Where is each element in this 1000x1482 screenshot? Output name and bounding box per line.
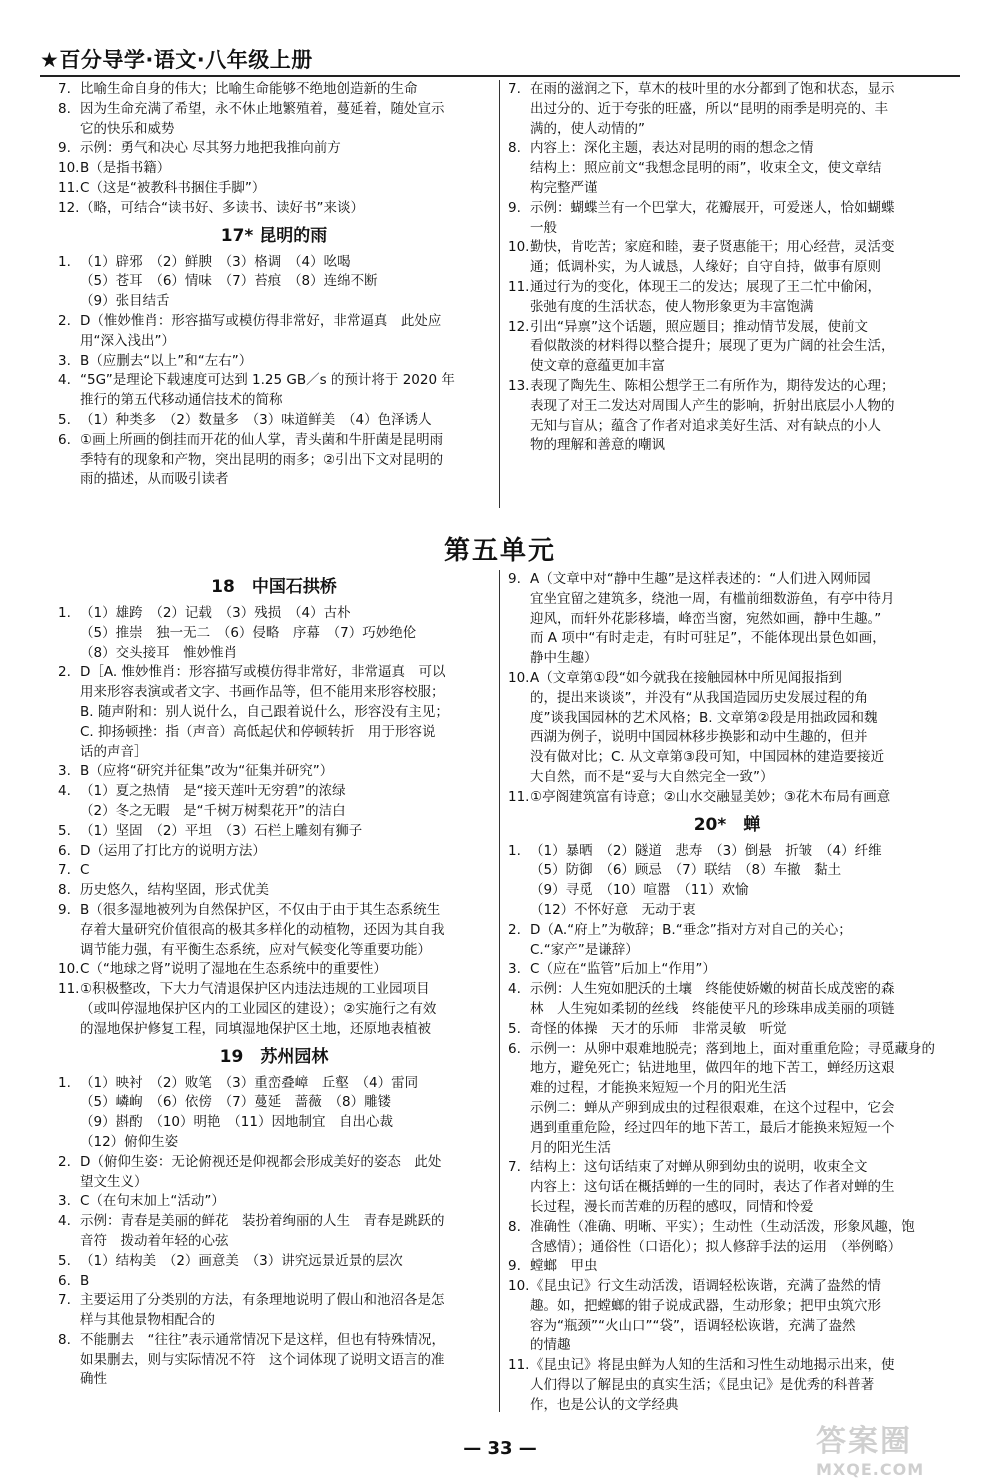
answer-text-line: （1）结构美 （2）画意美 （3）讲究远景近景的层次 bbox=[80, 1252, 403, 1269]
answer-text-line: 《昆虫记》将昆虫鲜为人知的生活和习性生动地揭示出来，使 bbox=[530, 1357, 895, 1374]
answer-text-line: （略，可结合“读书好、多读书、读好书”来谈） bbox=[80, 199, 364, 216]
answer-text-line: （5）苍耳 （6）情味 （7）苔痕 （8）连绵不断 bbox=[80, 273, 378, 290]
answer-text-line: （或叫停湿地保护区内的工业园区的建设）；②实施行之有效 bbox=[80, 1000, 437, 1017]
answer-item bbox=[58, 1192, 490, 1212]
answer-text-line: A（文章中对“静中生趣”是这样表述的：“人们进入网师园 bbox=[530, 571, 871, 587]
answer-item bbox=[508, 1257, 946, 1277]
answer-item bbox=[58, 80, 490, 100]
answer-text-line: 地方，避免死亡；钻进地里，做四年的地下苦工，蝉经历这艰 bbox=[530, 1060, 895, 1077]
answer-text-line: 不能删去 “往往”表示通常情况下是这样，但也有特殊情况， bbox=[80, 1331, 445, 1348]
answer-text-line: 调节能力强，有平衡生态系统，应对气候变化等重要功能） bbox=[80, 941, 431, 958]
answer-text-line: 人们得以了解昆虫的真实生活；《昆虫记》是优秀的科普著 bbox=[530, 1377, 875, 1394]
answer-number: 1. bbox=[508, 842, 521, 859]
answer-item bbox=[58, 253, 490, 312]
answer-text-line: 话的声音］ bbox=[80, 743, 148, 760]
header-rule bbox=[40, 75, 960, 77]
answer-item bbox=[58, 1291, 490, 1331]
answer-text-line: 大自然，而不是“妥与大自然完全一致”） bbox=[530, 768, 774, 785]
answer-text-line: C（这是“被教科书捆住手脚”） bbox=[80, 179, 266, 196]
answer-item bbox=[58, 822, 490, 842]
answer-text-line: （1）坚固 （2）平坦 （3）石栏上雕刻有狮子 bbox=[80, 822, 363, 839]
answer-number: 7. bbox=[58, 1292, 71, 1309]
answer-item bbox=[58, 312, 490, 352]
answer-text-line: B（应将“研究并征集”改为“征集并研究”） bbox=[80, 763, 334, 780]
column-divider-bottom bbox=[499, 570, 500, 1412]
answer-text-line: C bbox=[80, 862, 90, 879]
answer-text-line: （1）种类多 （2）数量多 （3）味道鲜美 （4）色泽诱人 bbox=[80, 411, 432, 428]
answer-text-line: 主要运用了分类别的方法，有条理地说明了假山和池沼各是怎 bbox=[80, 1292, 445, 1309]
answer-number: 4. bbox=[58, 783, 71, 800]
answer-text-line: （9）寻觅 （10）喧嚣 （11）欢愉 bbox=[530, 882, 749, 899]
answer-number: 8. bbox=[508, 1218, 521, 1235]
answer-number: 8. bbox=[58, 882, 71, 899]
page-number: — 33 — bbox=[463, 1438, 537, 1459]
answer-text-line: “5G”是理论下载速度可达到 1.25 GB／s 的预计将于 2020 年 bbox=[80, 372, 455, 389]
answer-text-line: 通过行为的变化，体现王二的发达；展现了王二忙中偷闲， bbox=[530, 278, 881, 295]
section-title: 20* 蝉 bbox=[693, 814, 761, 835]
answer-number: 3. bbox=[58, 352, 71, 369]
answer-text-line: 静中生趣） bbox=[530, 650, 598, 667]
answer-item bbox=[508, 1218, 946, 1258]
column-top-right bbox=[508, 80, 946, 456]
answer-number: 12. bbox=[508, 318, 530, 335]
column-top-left bbox=[58, 80, 490, 490]
answer-number: 5. bbox=[58, 1252, 71, 1269]
answer-text-line: 引出“异禀”这个话题，照应题目；推动情节发展，使前文 bbox=[530, 318, 868, 335]
answer-text-line: 季特有的现象和产物，突出昆明的雨多；②引出下文对昆明的 bbox=[80, 451, 444, 468]
answer-text-line: 满的，使人动情的” bbox=[530, 120, 645, 137]
answer-text-line: 作，也是公认的文学经典 bbox=[530, 1396, 679, 1413]
answer-item bbox=[58, 1212, 490, 1252]
answer-item bbox=[58, 782, 490, 822]
answer-text-line: 因为生命充满了希望，永不休止地繁殖着，蔓延着，随处宣示 bbox=[80, 100, 445, 117]
answer-text-line: A（文章第①段“如今就我在接触园林中所见闻报指到 bbox=[530, 669, 842, 686]
answer-item bbox=[508, 960, 946, 980]
answer-item bbox=[58, 371, 490, 411]
answer-number: 3. bbox=[58, 1193, 71, 1210]
answer-item bbox=[58, 352, 490, 372]
answer-item bbox=[58, 1153, 490, 1193]
answer-number: 9. bbox=[58, 140, 71, 157]
answer-number: 7. bbox=[508, 1159, 521, 1176]
answer-text-line: 物的理解和善意的嘲讽 bbox=[530, 437, 665, 454]
column-bottom-left bbox=[58, 570, 490, 1390]
answer-item bbox=[508, 1277, 946, 1356]
answer-item bbox=[58, 431, 490, 490]
answer-text-line: 确性 bbox=[80, 1371, 107, 1388]
answer-text-line: 通；低调朴实，为人诚恳，人缘好；自守自持，做事有原则 bbox=[530, 259, 881, 276]
answer-text-line: C（在句末加上“活动”） bbox=[80, 1193, 225, 1210]
answer-text-line: C.“家产”是谦辞） bbox=[530, 941, 639, 958]
answer-item bbox=[58, 411, 490, 431]
answer-item bbox=[58, 901, 490, 960]
watermark-logo bbox=[816, 1416, 966, 1479]
answer-number: 8. bbox=[58, 100, 71, 117]
answer-item bbox=[508, 921, 946, 961]
answer-text-line: B（应删去“以上”和“左右”） bbox=[80, 352, 253, 369]
answer-text-line: 含感情）；通俗性（口语化）；拟人修辞手法的运用 （举例略） bbox=[530, 1238, 902, 1255]
answer-text-line: 望文生义） bbox=[80, 1173, 148, 1190]
answer-text-line: 表现了陶先生、陈相公想学王二有所作为，期待发达的心理； bbox=[530, 377, 895, 394]
answer-text-line: B（是指书籍） bbox=[80, 160, 171, 177]
answer-text-line: 容为“瓶颈”“火山口”“袋”，语调轻松诙谐，充满了盎然 bbox=[530, 1317, 856, 1334]
answer-text-line: 趣。如，把螳螂的钳子说成武器，生动形象；把甲虫筑穴形 bbox=[530, 1297, 881, 1314]
answer-text-line: D（运用了打比方的说明方法） bbox=[80, 842, 266, 859]
answer-text-line: （5）防御 （6）顾忌 （7）联结 （8）车撤 黏土 bbox=[530, 862, 842, 879]
answer-text-line: （1）夏之热情 是“接天莲叶无穷碧”的浓绿 bbox=[80, 783, 346, 800]
answer-text-line: （2）冬之无暇 是“千树万树梨花开”的洁白 bbox=[80, 802, 346, 819]
answer-number: 10. bbox=[508, 669, 530, 686]
answer-text-line: 雨的描述，从而吸引读者 bbox=[80, 471, 229, 488]
answer-text-line: 如果删去，则与实际情况不符 这个词体现了说明文语言的准 bbox=[80, 1351, 445, 1368]
answer-number: 11. bbox=[58, 981, 80, 998]
answer-text-line: 准确性（准确、明晰、平实）；生动性（生动活泼，形象风趣，饱 bbox=[530, 1218, 915, 1235]
answer-text-line: 没有做对比；C. 从文章第③段可知，中国园林的建造要接近 bbox=[530, 749, 885, 766]
answer-number: 5. bbox=[58, 411, 71, 428]
answer-number: 6. bbox=[58, 1272, 71, 1289]
column-divider-top bbox=[499, 80, 500, 508]
answer-number: 9. bbox=[508, 1258, 521, 1275]
answer-text-line: 表现了对王二发达对周围人产生的影响，折射出底层小人物的 bbox=[530, 397, 895, 414]
answer-text-line: 勤快，肯吃苦；家庭和睦，妻子贤惠能干；用心经营，灵活变 bbox=[530, 239, 895, 256]
answer-number: 4. bbox=[58, 372, 71, 389]
answer-text-line: 样与其他景物相配合的 bbox=[80, 1312, 215, 1329]
answer-text-line: 示例一：从卵中艰难地脱壳；落到地上，面对重重危险；寻觅藏身的 bbox=[530, 1040, 935, 1057]
answer-number: 1. bbox=[58, 1074, 71, 1091]
answer-item bbox=[508, 1356, 946, 1415]
answer-number: 5. bbox=[58, 822, 71, 839]
answer-text-line: （5）嶙峋 （6）依傍 （7）蔓延 蔷薇 （8）雕镂 bbox=[80, 1094, 392, 1111]
answer-text-line: （8）交头接耳 惟妙惟肖 bbox=[80, 644, 238, 661]
answer-item bbox=[58, 762, 490, 782]
answer-text-line: 难的过程，才能换来短短一个月的阳光生活 bbox=[530, 1080, 787, 1097]
answer-item bbox=[508, 238, 946, 278]
answer-text-line: B. 随声附和：别人说什么，自己跟着说什么，形容没有主见； bbox=[80, 703, 449, 720]
answer-item bbox=[58, 604, 490, 663]
answer-number: 6. bbox=[58, 431, 71, 448]
answer-number: 11. bbox=[508, 1357, 530, 1374]
answer-text-line: （1）映衬 （2）败笔 （3）重峦叠嶂 丘壑 （4）雷同 bbox=[80, 1074, 419, 1091]
answer-text-line: 比喻生命自身的伟大；比喻生命能够不绝地创造新的生命 bbox=[80, 81, 418, 97]
answer-item bbox=[508, 1020, 946, 1040]
answer-number: 10. bbox=[58, 160, 80, 177]
answer-number: 9. bbox=[508, 571, 521, 587]
answer-text-line: 月的阳光生活 bbox=[530, 1139, 611, 1156]
answer-text-line: 使文章的意蕴更加丰富 bbox=[530, 358, 665, 375]
answer-item bbox=[58, 139, 490, 159]
answer-text-line: 西湖为例子，说明中国园林移步换影和动中生趣的，但并 bbox=[530, 729, 868, 746]
answer-number: 9. bbox=[58, 901, 71, 918]
answer-number: 1. bbox=[58, 605, 71, 621]
answer-item bbox=[58, 881, 490, 901]
answer-item bbox=[58, 663, 490, 762]
answer-item bbox=[58, 159, 490, 179]
answer-number: 11. bbox=[58, 179, 80, 196]
answer-item bbox=[58, 179, 490, 199]
answer-text-line: （9）斟酌 （10）明艳 （11）因地制宜 自出心裁 bbox=[80, 1114, 393, 1131]
answer-item bbox=[508, 139, 946, 198]
answer-text-line: 内容上：这句话在概括蝉的一生的同时，表达了作者对蝉的生 bbox=[530, 1179, 895, 1196]
answer-number: 11. bbox=[508, 278, 530, 295]
answer-text-line: 在雨的滋润之下，草木的枝叶里的水分都到了饱和状态，显示 bbox=[530, 81, 895, 97]
answer-text-line: （12）不怀好意 无动于衷 bbox=[530, 901, 696, 918]
answer-text-line: 示例：人生宛如肥沃的土壤 终能使娇嫩的树苗长成茂密的森 bbox=[530, 981, 895, 998]
answer-number: 10. bbox=[58, 961, 80, 978]
answer-number: 2. bbox=[58, 664, 71, 681]
answer-item bbox=[58, 199, 490, 219]
answer-item bbox=[58, 861, 490, 881]
answer-number: 2. bbox=[58, 312, 71, 329]
answer-item bbox=[58, 1074, 490, 1153]
answer-item bbox=[508, 377, 946, 456]
answer-item bbox=[508, 669, 946, 788]
answer-text-line: 张弛有度的生活状态，使人物形象更为丰富饱满 bbox=[530, 298, 814, 315]
answer-text-line: 结构上：这句话结束了对蝉从卵到幼虫的说明，收束全文 bbox=[530, 1159, 868, 1176]
answer-item bbox=[58, 960, 490, 980]
answer-text-line: 而 A 项中“有时走走，有时可驻足”，不能体现出景色如画， bbox=[530, 630, 886, 647]
answer-number: 7. bbox=[508, 81, 521, 97]
answer-text-line: （9）张目结舌 bbox=[80, 293, 170, 310]
answer-text-line: 推行的第五代移动通信技术的简称 bbox=[80, 392, 283, 409]
answer-text-line: 出过分的、近于夸张的旺盛，所以“昆明的雨季是明亮的、丰 bbox=[530, 100, 888, 117]
answer-text-line: 度”谈我国园林的艺术风格；B. 文章第②段是用拙政园和魏 bbox=[530, 709, 878, 726]
answer-item bbox=[508, 980, 946, 1020]
answer-text-line: B（很多湿地被列为自然保护区，不仅由于由于其生态系统生 bbox=[80, 901, 441, 918]
answer-text-line: 的情趣 bbox=[530, 1337, 571, 1354]
answer-text-line: 历史悠久，结构坚固，形式优美 bbox=[80, 882, 269, 899]
answer-number: 10. bbox=[508, 1278, 530, 1295]
answer-number: 11. bbox=[508, 788, 530, 805]
page-header-title: ★百分导学·语文·八年级上册 bbox=[40, 48, 313, 72]
answer-text-line: D（惟妙惟肖：形容描写或模仿得非常好，非常逼真 此处应 bbox=[80, 312, 442, 329]
watermark-site: MXQE.COM bbox=[816, 1460, 925, 1479]
answer-text-line: C（应在“监管”后加上“作用”） bbox=[530, 961, 716, 978]
answer-item bbox=[58, 1272, 490, 1292]
answer-text-line: 用“深入浅出”） bbox=[80, 332, 175, 349]
answer-number: 4. bbox=[508, 981, 521, 998]
answer-number: 3. bbox=[58, 763, 71, 780]
answer-text-line: 示例：勇气和决心 尽其努力地把我推向前方 bbox=[80, 140, 341, 157]
answer-number: 2. bbox=[58, 1153, 71, 1170]
answer-item bbox=[58, 980, 490, 1039]
answer-text-line: 结构上：照应前文“我想念昆明的雨”，收束全文，使文章结 bbox=[530, 160, 882, 177]
answer-text-line: ①亭阁建筑富有诗意；②山水交融显美妙；③花木布局有画意 bbox=[530, 788, 891, 805]
answer-text-line: （1）雄跨 （2）记载 （3）残损 （4）古朴 bbox=[80, 605, 351, 621]
answer-number: 1. bbox=[58, 253, 71, 270]
unit-title: 第五单元 bbox=[443, 536, 556, 566]
answer-item bbox=[508, 788, 946, 808]
answer-number: 13. bbox=[508, 377, 530, 394]
answer-text-line: （1）暴晒 （2）隧道 悲寿 （3）倒悬 折皱 （4）纤维 bbox=[530, 842, 882, 859]
answer-text-line: ①积极整改，下大力气清退保护区内违法违规的工业园项目 bbox=[80, 981, 430, 998]
answer-number: 6. bbox=[58, 842, 71, 859]
answer-text-line: 存着大量研究价值很高的极其多样化的动植物，还因为其自我 bbox=[80, 921, 445, 938]
answer-item bbox=[508, 318, 946, 377]
answer-text-line: 遇到重重危险，经过四年的地下苦工，最后才能换来短短一个 bbox=[530, 1119, 895, 1136]
section-title: 17* 昆明的雨 bbox=[220, 225, 328, 246]
answer-text-line: 看似散淡的材料得以整合提升；展现了更为广阔的社会生活， bbox=[530, 338, 895, 355]
answer-text-line: （1）辟邪 （2）鲜腴 （3）格调 （4）吆喝 bbox=[80, 253, 351, 270]
answer-text-line: D［A. 惟妙惟肖：形容描写或模仿得非常好，非常逼真 可以 bbox=[80, 664, 446, 681]
answer-item bbox=[58, 1252, 490, 1272]
answer-text-line: 示例：青春是美丽的鲜花 装扮着绚丽的人生 青春是跳跃的 bbox=[80, 1213, 445, 1230]
answer-text-line: 螳螂 甲虫 bbox=[530, 1258, 598, 1275]
answer-number: 8. bbox=[508, 140, 521, 157]
answer-text-line: C（“地球之肾”说明了湿地在生态系统中的重要性） bbox=[80, 961, 387, 978]
answer-text-line: D（俯仰生姿：无论俯视还是仰视都会形成美好的姿态 此处 bbox=[80, 1153, 442, 1170]
answer-number: 12. bbox=[58, 199, 80, 216]
answer-item bbox=[58, 100, 490, 140]
answer-text-line: （5）推崇 独一无二 （6）侵略 序幕 （7）巧妙绝伦 bbox=[80, 624, 417, 641]
answer-text-line: D（A.“府上”为敬辞；B.“垂念”指对方对自己的关心； bbox=[530, 921, 852, 938]
answer-text-line: 用来形容表演或者文字、书画作品等，但不能用来形容校服； bbox=[80, 684, 445, 701]
answer-text-line: C. 抑扬顿挫：指（声音）高低起伏和停顿转折 用于形容说 bbox=[80, 723, 436, 740]
answer-text-line: （12）俯仰生姿 bbox=[80, 1133, 179, 1150]
answer-item bbox=[508, 842, 946, 921]
answer-text-line: 宜坐宜留之建筑多，绕池一周，有槛前细数游鱼，有亭中待月 bbox=[530, 590, 895, 607]
answer-text-line: 《昆虫记》行文生动活泼，语调轻松诙谐，充满了盎然的情 bbox=[530, 1278, 881, 1295]
answer-text-line: 林 人生宛如柔韧的丝线 终能使平凡的珍珠串成美丽的项链 bbox=[530, 1000, 895, 1017]
answer-text-line: B bbox=[80, 1272, 90, 1289]
answer-text-line: 它的快乐和威势 bbox=[80, 120, 175, 137]
answer-number: 3. bbox=[508, 961, 521, 978]
answer-number: 6. bbox=[508, 1040, 521, 1057]
answer-item bbox=[58, 1331, 490, 1390]
answer-number: 10. bbox=[508, 239, 530, 256]
answer-text-line: 迎风，而轩外花影移墙，峰峦当窗，宛然如画，静中生趣。” bbox=[530, 610, 882, 627]
answer-text-line: 奇怪的体操 天才的乐师 非常灵敏 听觉 bbox=[530, 1020, 787, 1037]
answer-text-line: 的湿地保护修复工程，同填湿地保护区土地，还原地表植被 bbox=[80, 1020, 431, 1037]
answer-item bbox=[508, 1158, 946, 1217]
answer-number: 7. bbox=[58, 862, 71, 879]
answer-text-line: 示例二：蝉从产卵到成虫的过程很艰难，在这个过程中，它会 bbox=[530, 1099, 895, 1116]
answer-item bbox=[508, 570, 946, 669]
answer-text-line: 示例：蝴蝶兰有一个巴掌大，花瓣展开，可爱迷人，恰如蝴蝶 bbox=[530, 199, 895, 216]
answer-number: 9. bbox=[508, 199, 521, 216]
answer-item bbox=[508, 1040, 946, 1159]
answer-number: 5. bbox=[508, 1020, 521, 1037]
column-bottom-right bbox=[508, 570, 946, 1416]
answer-text-line: 长过程，漫长而苦难的历程的感叹，同情和怜爱 bbox=[530, 1198, 814, 1215]
answer-text-line: 无知与盲从；蕴含了作者对追求美好生活、对有缺点的小人 bbox=[530, 417, 881, 434]
answer-item bbox=[508, 199, 946, 239]
answer-number: 4. bbox=[58, 1213, 71, 1230]
answer-text-line: ①画上所画的倒挂而开花的仙人掌，青头菌和牛肝菌是昆明雨 bbox=[80, 431, 444, 448]
answer-number: 8. bbox=[58, 1331, 71, 1348]
answer-text-line: 内容上：深化主题，表达对昆明的雨的想念之情 bbox=[530, 140, 814, 157]
answer-text-line: 的，提出来谈谈”，并没有“从我国造园历史发展过程的角 bbox=[530, 689, 868, 706]
watermark-brand: 答案圈 bbox=[816, 1424, 912, 1459]
answer-item bbox=[58, 842, 490, 862]
section-title: 19 苏州园林 bbox=[219, 1046, 329, 1067]
answer-item bbox=[508, 278, 946, 318]
answer-text-line: 音符 拨动着年轻的心弦 bbox=[80, 1232, 229, 1249]
answer-text-line: 一般 bbox=[530, 219, 557, 236]
answer-number: 2. bbox=[508, 921, 521, 938]
answer-text-line: 构完整严谨 bbox=[530, 179, 598, 196]
answer-item bbox=[508, 80, 946, 139]
answer-number: 7. bbox=[58, 81, 71, 97]
section-title: 18 中国石拱桥 bbox=[211, 577, 337, 597]
